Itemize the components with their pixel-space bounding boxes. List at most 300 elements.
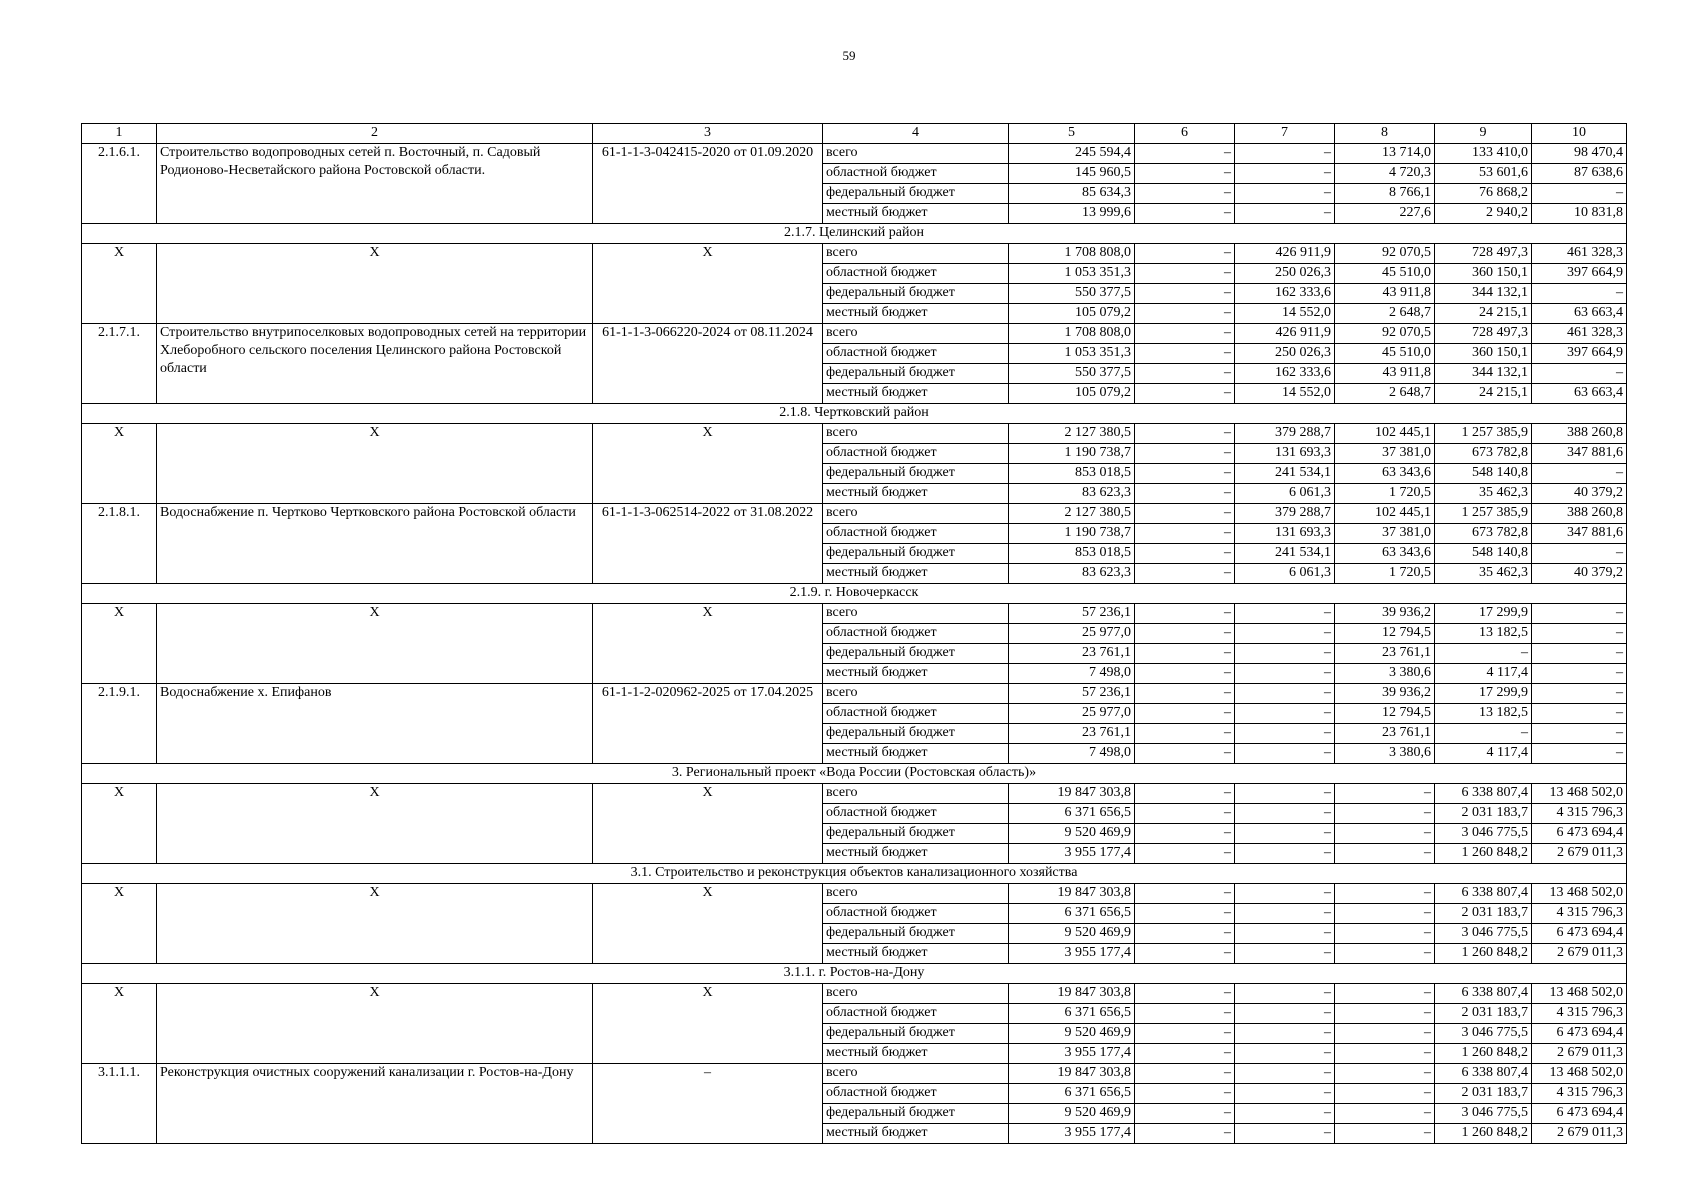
amount-cell: 6 061,3 <box>1235 484 1335 504</box>
amount-cell: 6 338 807,4 <box>1435 984 1532 1004</box>
item-name: Х <box>157 604 593 684</box>
amount-cell: – <box>1135 464 1235 484</box>
item-number: Х <box>82 784 157 864</box>
section-row <box>82 964 1627 984</box>
item-code: Х <box>593 984 823 1064</box>
budget-source-label: всего <box>823 984 1009 1004</box>
amount-cell: 728 497,3 <box>1435 244 1532 264</box>
amount-cell: – <box>1235 1124 1335 1144</box>
section-title: 2.1.8. Чертковский район <box>82 404 1627 424</box>
amount-cell: – <box>1135 344 1235 364</box>
table-row <box>82 144 1627 164</box>
amount-cell: – <box>1235 604 1335 624</box>
amount-cell: 3 955 177,4 <box>1009 1124 1135 1144</box>
amount-cell: 162 333,6 <box>1235 284 1335 304</box>
amount-cell: – <box>1135 184 1235 204</box>
amount-cell: – <box>1235 664 1335 684</box>
amount-cell: 102 445,1 <box>1335 424 1435 444</box>
amount-cell: 25 977,0 <box>1009 704 1135 724</box>
amount-cell: – <box>1135 324 1235 344</box>
amount-cell: – <box>1235 724 1335 744</box>
amount-cell: – <box>1235 884 1335 904</box>
amount-cell: 3 955 177,4 <box>1009 1044 1135 1064</box>
section-title: 2.1.7. Целинский район <box>82 224 1627 244</box>
amount-cell: – <box>1235 684 1335 704</box>
budget-source-label: областной бюджет <box>823 444 1009 464</box>
amount-cell: 2 679 011,3 <box>1532 944 1627 964</box>
budget-source-label: федеральный бюджет <box>823 284 1009 304</box>
amount-cell: 131 693,3 <box>1235 524 1335 544</box>
amount-cell: 250 026,3 <box>1235 264 1335 284</box>
budget-source-label: областной бюджет <box>823 344 1009 364</box>
amount-cell: 548 140,8 <box>1435 464 1532 484</box>
amount-cell: – <box>1335 804 1435 824</box>
amount-cell: 13 182,5 <box>1435 704 1532 724</box>
amount-cell: 13 468 502,0 <box>1532 784 1627 804</box>
item-code: Х <box>593 784 823 864</box>
table-row <box>82 784 1627 804</box>
amount-cell: 102 445,1 <box>1335 504 1435 524</box>
amount-cell: 13 468 502,0 <box>1532 884 1627 904</box>
amount-cell: 360 150,1 <box>1435 344 1532 364</box>
amount-cell: 6 473 694,4 <box>1532 1104 1627 1124</box>
amount-cell: 43 911,8 <box>1335 284 1435 304</box>
amount-cell: 39 936,2 <box>1335 684 1435 704</box>
item-code: Х <box>593 604 823 684</box>
amount-cell: 3 955 177,4 <box>1009 944 1135 964</box>
amount-cell: 8 766,1 <box>1335 184 1435 204</box>
amount-cell: – <box>1335 924 1435 944</box>
table-row <box>82 244 1627 264</box>
amount-cell: – <box>1135 164 1235 184</box>
amount-cell: – <box>1335 1124 1435 1144</box>
amount-cell: 3 046 775,5 <box>1435 1104 1532 1124</box>
amount-cell: 13 999,6 <box>1009 204 1135 224</box>
amount-cell: – <box>1335 1004 1435 1024</box>
table-row <box>82 684 1627 704</box>
amount-cell: 63 663,4 <box>1532 384 1627 404</box>
amount-cell: 35 462,3 <box>1435 484 1532 504</box>
amount-cell: – <box>1135 1124 1235 1144</box>
amount-cell: 133 410,0 <box>1435 144 1532 164</box>
amount-cell: 550 377,5 <box>1009 284 1135 304</box>
amount-cell: – <box>1135 744 1235 764</box>
amount-cell: – <box>1335 1064 1435 1084</box>
amount-cell: 1 053 351,3 <box>1009 344 1135 364</box>
budget-source-label: областной бюджет <box>823 164 1009 184</box>
amount-cell: 45 510,0 <box>1335 344 1435 364</box>
amount-cell: – <box>1135 1104 1235 1124</box>
budget-source-label: всего <box>823 884 1009 904</box>
budget-source-label: местный бюджет <box>823 664 1009 684</box>
amount-cell: – <box>1135 924 1235 944</box>
amount-cell: – <box>1135 624 1235 644</box>
amount-cell: – <box>1135 304 1235 324</box>
amount-cell: 4 315 796,3 <box>1532 804 1627 824</box>
amount-cell: – <box>1532 664 1627 684</box>
amount-cell: 241 534,1 <box>1235 544 1335 564</box>
table-row <box>82 1064 1627 1084</box>
amount-cell: – <box>1235 1044 1335 1064</box>
amount-cell: 40 379,2 <box>1532 484 1627 504</box>
budget-source-label: областной бюджет <box>823 704 1009 724</box>
amount-cell: 83 623,3 <box>1009 484 1135 504</box>
item-code: 61-1-1-3-062514-2022 от 31.08.2022 <box>593 504 823 584</box>
budget-source-label: федеральный бюджет <box>823 364 1009 384</box>
amount-cell: 388 260,8 <box>1532 504 1627 524</box>
amount-cell: 145 960,5 <box>1009 164 1135 184</box>
amount-cell: – <box>1235 744 1335 764</box>
column-number-header: 3 <box>593 124 823 144</box>
table-row <box>82 984 1627 1004</box>
amount-cell: – <box>1135 204 1235 224</box>
budget-source-label: всего <box>823 244 1009 264</box>
amount-cell: 19 847 303,8 <box>1009 884 1135 904</box>
item-number: Х <box>82 884 157 964</box>
amount-cell: 105 079,2 <box>1009 304 1135 324</box>
budget-source-label: всего <box>823 684 1009 704</box>
amount-cell: – <box>1135 984 1235 1004</box>
column-number-header: 9 <box>1435 124 1532 144</box>
budget-source-label: областной бюджет <box>823 904 1009 924</box>
table-row <box>82 324 1627 344</box>
column-number-header: 2 <box>157 124 593 144</box>
amount-cell: 23 761,1 <box>1009 724 1135 744</box>
amount-cell: – <box>1135 884 1235 904</box>
amount-cell: – <box>1135 944 1235 964</box>
amount-cell: – <box>1135 1004 1235 1024</box>
item-name: Х <box>157 784 593 864</box>
amount-cell: – <box>1335 1104 1435 1124</box>
amount-cell: 4 117,4 <box>1435 744 1532 764</box>
budget-source-label: местный бюджет <box>823 484 1009 504</box>
amount-cell: 131 693,3 <box>1235 444 1335 464</box>
amount-cell: 13 714,0 <box>1335 144 1435 164</box>
section-row <box>82 224 1627 244</box>
budget-source-label: всего <box>823 424 1009 444</box>
amount-cell: 14 552,0 <box>1235 384 1335 404</box>
amount-cell: – <box>1135 384 1235 404</box>
amount-cell: – <box>1532 644 1627 664</box>
amount-cell: 241 534,1 <box>1235 464 1335 484</box>
amount-cell: – <box>1135 144 1235 164</box>
amount-cell: 853 018,5 <box>1009 464 1135 484</box>
amount-cell: – <box>1235 944 1335 964</box>
amount-cell: 4 315 796,3 <box>1532 904 1627 924</box>
amount-cell: 550 377,5 <box>1009 364 1135 384</box>
amount-cell: 7 498,0 <box>1009 664 1135 684</box>
amount-cell: 853 018,5 <box>1009 544 1135 564</box>
amount-cell: 13 468 502,0 <box>1532 1064 1627 1084</box>
item-code: 61-1-1-2-020962-2025 от 17.04.2025 <box>593 684 823 764</box>
amount-cell: 2 940,2 <box>1435 204 1532 224</box>
amount-cell: 347 881,6 <box>1532 524 1627 544</box>
amount-cell: 426 911,9 <box>1235 324 1335 344</box>
amount-cell: 3 955 177,4 <box>1009 844 1135 864</box>
budget-source-label: областной бюджет <box>823 1004 1009 1024</box>
item-name: Х <box>157 984 593 1064</box>
amount-cell: 1 190 738,7 <box>1009 524 1135 544</box>
amount-cell: 87 638,6 <box>1532 164 1627 184</box>
amount-cell: 347 881,6 <box>1532 444 1627 464</box>
amount-cell: – <box>1532 544 1627 564</box>
item-number: 2.1.6.1. <box>82 144 157 224</box>
amount-cell: 6 371 656,5 <box>1009 1084 1135 1104</box>
budget-source-label: федеральный бюджет <box>823 184 1009 204</box>
amount-cell: 1 260 848,2 <box>1435 844 1532 864</box>
amount-cell: 6 371 656,5 <box>1009 804 1135 824</box>
budget-source-label: всего <box>823 504 1009 524</box>
item-name: Водоснабжение х. Епифанов <box>157 684 593 764</box>
amount-cell: 37 381,0 <box>1335 444 1435 464</box>
amount-cell: 3 380,6 <box>1335 744 1435 764</box>
amount-cell: 6 338 807,4 <box>1435 1064 1532 1084</box>
amount-cell: – <box>1135 844 1235 864</box>
amount-cell: 1 260 848,2 <box>1435 1124 1532 1144</box>
amount-cell: – <box>1135 484 1235 504</box>
item-code: – <box>593 1064 823 1144</box>
budget-source-label: местный бюджет <box>823 1124 1009 1144</box>
amount-cell: – <box>1235 204 1335 224</box>
amount-cell: 360 150,1 <box>1435 264 1532 284</box>
amount-cell: – <box>1135 544 1235 564</box>
amount-cell: 9 520 469,9 <box>1009 824 1135 844</box>
amount-cell: 1 708 808,0 <box>1009 244 1135 264</box>
item-number: Х <box>82 424 157 504</box>
amount-cell: – <box>1335 844 1435 864</box>
amount-cell: 45 510,0 <box>1335 264 1435 284</box>
amount-cell: 57 236,1 <box>1009 604 1135 624</box>
amount-cell: 24 215,1 <box>1435 384 1532 404</box>
budget-source-label: областной бюджет <box>823 524 1009 544</box>
item-name: Строительство внутрипоселковых водопроводных сетей на территории Хлеборобного сельского поселения Целинского района Ростовской области <box>157 324 593 404</box>
item-name: Х <box>157 424 593 504</box>
amount-cell: – <box>1235 644 1335 664</box>
budget-source-label: местный бюджет <box>823 564 1009 584</box>
section-row <box>82 764 1627 784</box>
amount-cell: 388 260,8 <box>1532 424 1627 444</box>
budget-source-label: областной бюджет <box>823 804 1009 824</box>
amount-cell: – <box>1235 1004 1335 1024</box>
amount-cell: 379 288,7 <box>1235 504 1335 524</box>
amount-cell: – <box>1135 424 1235 444</box>
amount-cell: 6 371 656,5 <box>1009 904 1135 924</box>
amount-cell: 98 470,4 <box>1532 144 1627 164</box>
amount-cell: – <box>1335 1024 1435 1044</box>
amount-cell: – <box>1135 684 1235 704</box>
amount-cell: 63 343,6 <box>1335 544 1435 564</box>
amount-cell: 1 720,5 <box>1335 484 1435 504</box>
amount-cell: – <box>1235 904 1335 924</box>
amount-cell: 12 794,5 <box>1335 704 1435 724</box>
amount-cell: 1 053 351,3 <box>1009 264 1135 284</box>
amount-cell: – <box>1335 824 1435 844</box>
amount-cell: – <box>1235 984 1335 1004</box>
amount-cell: 13 182,5 <box>1435 624 1532 644</box>
budget-source-label: федеральный бюджет <box>823 824 1009 844</box>
amount-cell: – <box>1335 884 1435 904</box>
amount-cell: 2 679 011,3 <box>1532 844 1627 864</box>
amount-cell: 105 079,2 <box>1009 384 1135 404</box>
amount-cell: 17 299,9 <box>1435 604 1532 624</box>
amount-cell: 227,6 <box>1335 204 1435 224</box>
amount-cell: – <box>1235 144 1335 164</box>
amount-cell: – <box>1532 364 1627 384</box>
column-number-header: 5 <box>1009 124 1135 144</box>
amount-cell: – <box>1235 704 1335 724</box>
amount-cell: 2 031 183,7 <box>1435 1004 1532 1024</box>
budget-source-label: всего <box>823 784 1009 804</box>
amount-cell: – <box>1235 1084 1335 1104</box>
amount-cell: – <box>1532 724 1627 744</box>
item-name: Строительство водопроводных сетей п. Восточный, п. Садовый Родионово-Несветайского района Ростовской области. <box>157 144 593 224</box>
budget-source-label: федеральный бюджет <box>823 1024 1009 1044</box>
column-number-row <box>82 124 1627 144</box>
table-row <box>82 504 1627 524</box>
amount-cell: – <box>1235 164 1335 184</box>
amount-cell: 2 648,7 <box>1335 304 1435 324</box>
amount-cell: 1 190 738,7 <box>1009 444 1135 464</box>
section-row <box>82 404 1627 424</box>
item-number: 2.1.8.1. <box>82 504 157 584</box>
amount-cell: 10 831,8 <box>1532 204 1627 224</box>
amount-cell: 4 315 796,3 <box>1532 1004 1627 1024</box>
budget-source-label: федеральный бюджет <box>823 924 1009 944</box>
amount-cell: – <box>1532 744 1627 764</box>
item-code: 61-1-1-3-066220-2024 от 08.11.2024 <box>593 324 823 404</box>
amount-cell: – <box>1135 804 1235 824</box>
amount-cell: 7 498,0 <box>1009 744 1135 764</box>
amount-cell: 379 288,7 <box>1235 424 1335 444</box>
budget-source-label: областной бюджет <box>823 264 1009 284</box>
amount-cell: 2 127 380,5 <box>1009 424 1135 444</box>
amount-cell: 19 847 303,8 <box>1009 984 1135 1004</box>
amount-cell: 6 473 694,4 <box>1532 1024 1627 1044</box>
amount-cell: – <box>1135 704 1235 724</box>
amount-cell: 6 338 807,4 <box>1435 884 1532 904</box>
amount-cell: 92 070,5 <box>1335 324 1435 344</box>
amount-cell: 19 847 303,8 <box>1009 784 1135 804</box>
amount-cell: 4 117,4 <box>1435 664 1532 684</box>
amount-cell: 24 215,1 <box>1435 304 1532 324</box>
amount-cell: 2 031 183,7 <box>1435 904 1532 924</box>
amount-cell: 344 132,1 <box>1435 364 1532 384</box>
amount-cell: – <box>1532 684 1627 704</box>
amount-cell: – <box>1135 604 1235 624</box>
budget-source-label: федеральный бюджет <box>823 544 1009 564</box>
item-number: 3.1.1.1. <box>82 1064 157 1144</box>
amount-cell: – <box>1135 904 1235 924</box>
amount-cell: 1 257 385,9 <box>1435 504 1532 524</box>
amount-cell: 23 761,1 <box>1335 644 1435 664</box>
amount-cell: 63 343,6 <box>1335 464 1435 484</box>
amount-cell: 728 497,3 <box>1435 324 1532 344</box>
amount-cell: – <box>1335 1084 1435 1104</box>
section-title: 2.1.9. г. Новочеркасск <box>82 584 1627 604</box>
budget-source-label: местный бюджет <box>823 1044 1009 1064</box>
amount-cell: – <box>1135 784 1235 804</box>
amount-cell: 53 601,6 <box>1435 164 1532 184</box>
item-name: Реконструкция очистных сооружений канализации г. Ростов-на-Дону <box>157 1064 593 1144</box>
amount-cell: 673 782,8 <box>1435 444 1532 464</box>
item-number: Х <box>82 244 157 324</box>
amount-cell: 83 623,3 <box>1009 564 1135 584</box>
amount-cell: – <box>1435 644 1532 664</box>
amount-cell: 57 236,1 <box>1009 684 1135 704</box>
amount-cell: – <box>1135 524 1235 544</box>
amount-cell: 426 911,9 <box>1235 244 1335 264</box>
amount-cell: 461 328,3 <box>1532 244 1627 264</box>
amount-cell: – <box>1235 1104 1335 1124</box>
amount-cell: 4 315 796,3 <box>1532 1084 1627 1104</box>
amount-cell: 17 299,9 <box>1435 684 1532 704</box>
budget-source-label: местный бюджет <box>823 844 1009 864</box>
amount-cell: 85 634,3 <box>1009 184 1135 204</box>
amount-cell: 9 520 469,9 <box>1009 924 1135 944</box>
section-title: 3.1.1. г. Ростов-на-Дону <box>82 964 1627 984</box>
column-number-header: 7 <box>1235 124 1335 144</box>
table-row <box>82 604 1627 624</box>
amount-cell: 3 046 775,5 <box>1435 924 1532 944</box>
amount-cell: – <box>1235 784 1335 804</box>
amount-cell: 3 380,6 <box>1335 664 1435 684</box>
amount-cell: – <box>1135 444 1235 464</box>
section-title: 3.1. Строительство и реконструкция объектов канализационного хозяйства <box>82 864 1627 884</box>
budget-source-label: федеральный бюджет <box>823 1104 1009 1124</box>
item-code: Х <box>593 884 823 964</box>
amount-cell: 344 132,1 <box>1435 284 1532 304</box>
amount-cell: 2 679 011,3 <box>1532 1044 1627 1064</box>
amount-cell: 245 594,4 <box>1009 144 1135 164</box>
amount-cell: 13 468 502,0 <box>1532 984 1627 1004</box>
amount-cell: – <box>1335 944 1435 964</box>
amount-cell: – <box>1135 1064 1235 1084</box>
amount-cell: – <box>1135 724 1235 744</box>
section-row <box>82 864 1627 884</box>
amount-cell: 1 260 848,2 <box>1435 1044 1532 1064</box>
page-number: 59 <box>842 48 856 63</box>
item-number: Х <box>82 984 157 1064</box>
amount-cell: 40 379,2 <box>1532 564 1627 584</box>
item-number: 2.1.7.1. <box>82 324 157 404</box>
amount-cell: – <box>1532 464 1627 484</box>
budget-source-label: областной бюджет <box>823 624 1009 644</box>
amount-cell: 19 847 303,8 <box>1009 1064 1135 1084</box>
amount-cell: – <box>1235 844 1335 864</box>
amount-cell: 548 140,8 <box>1435 544 1532 564</box>
amount-cell: 9 520 469,9 <box>1009 1104 1135 1124</box>
column-number-header: 1 <box>82 124 157 144</box>
amount-cell: 673 782,8 <box>1435 524 1532 544</box>
amount-cell: – <box>1235 624 1335 644</box>
amount-cell: – <box>1335 784 1435 804</box>
amount-cell: 1 708 808,0 <box>1009 324 1135 344</box>
amount-cell: – <box>1135 1024 1235 1044</box>
section-title: 3. Региональный проект «Вода России (Ростовская область)» <box>82 764 1627 784</box>
budget-source-label: федеральный бюджет <box>823 644 1009 664</box>
amount-cell: 23 761,1 <box>1009 644 1135 664</box>
amount-cell: – <box>1135 244 1235 264</box>
amount-cell: – <box>1435 724 1532 744</box>
table-body <box>82 124 1627 1144</box>
amount-cell: 1 720,5 <box>1335 564 1435 584</box>
amount-cell: – <box>1532 184 1627 204</box>
amount-cell: 2 031 183,7 <box>1435 1084 1532 1104</box>
amount-cell: 37 381,0 <box>1335 524 1435 544</box>
amount-cell: 250 026,3 <box>1235 344 1335 364</box>
amount-cell: – <box>1135 364 1235 384</box>
amount-cell: – <box>1235 184 1335 204</box>
